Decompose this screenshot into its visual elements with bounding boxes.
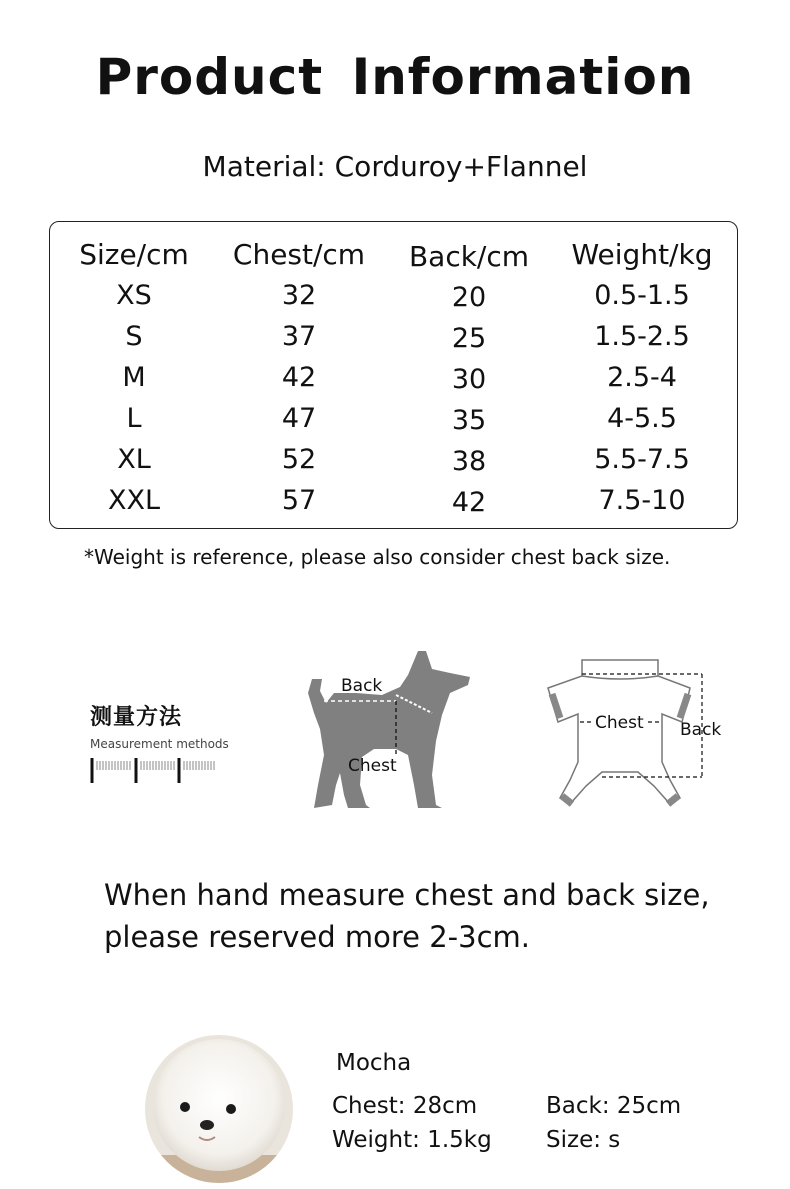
page-title: Product Information: [95, 48, 695, 106]
dog-measurement-diagram: [300, 645, 480, 815]
weight-cell: 2.5-4: [607, 362, 677, 393]
chest-cell: 47: [281, 403, 317, 434]
column-header-chest: Chest/cm: [232, 238, 366, 271]
pet-weight: Weight: 1.5kg: [332, 1127, 492, 1153]
pet-chest: Chest: 28cm: [332, 1093, 478, 1119]
size-table: [49, 221, 738, 529]
chest-cell: 37: [281, 321, 317, 352]
weight-cell: 5.5-7.5: [594, 444, 690, 475]
hand-note-line-1: When hand measure chest and back size,: [104, 878, 710, 912]
measurement-methods-label: [90, 700, 229, 751]
weight-column: [555, 234, 729, 521]
back-cell: 30: [451, 364, 487, 395]
size-cell: XXL: [107, 485, 161, 516]
dog-face-icon: [145, 1035, 293, 1183]
pet-name: Mocha: [336, 1050, 412, 1076]
back-cell: 38: [451, 446, 487, 477]
dog-chest-label: Chest: [348, 756, 397, 776]
chest-cell: 42: [281, 362, 317, 393]
size-cell: XL: [117, 444, 151, 475]
shirt-back-label: Back: [680, 720, 722, 740]
dog-silhouette-icon: [308, 651, 470, 808]
back-cell: 42: [451, 487, 487, 518]
ruler-icon: [90, 758, 220, 784]
back-cell: 25: [451, 323, 487, 354]
shirt-chest-label: Chest: [595, 713, 644, 733]
weight-cell: 7.5-10: [598, 485, 686, 516]
column-header-size: Size/cm: [79, 238, 189, 271]
size-cell: S: [125, 321, 143, 352]
pet-size: Size: s: [546, 1127, 621, 1153]
pet-back: Back: 25cm: [546, 1093, 682, 1119]
chest-column: [218, 234, 380, 521]
chest-cell: 57: [281, 485, 317, 516]
measurement-title-zh: 测量方法: [90, 705, 183, 730]
back-cell: 20: [451, 282, 487, 313]
weight-cell: 4-5.5: [607, 403, 677, 434]
size-cell: XS: [116, 280, 152, 311]
pet-avatar: [145, 1035, 293, 1183]
weight-note: *Weight is reference, please also consider chest back size.: [84, 545, 671, 569]
hand-note-line-2: please reserved more 2-3cm.: [104, 920, 530, 954]
clothing-measurement-diagram: [540, 652, 740, 812]
weight-cell: 0.5-1.5: [594, 280, 690, 311]
hand-measure-note: [104, 874, 710, 958]
chest-cell: 32: [281, 280, 317, 311]
column-header-weight: Weight/kg: [571, 238, 713, 271]
weight-cell: 1.5-2.5: [594, 321, 690, 352]
size-cell: M: [122, 362, 146, 393]
dog-back-label: Back: [341, 676, 383, 696]
back-cell: 35: [451, 405, 487, 436]
size-column: [55, 234, 213, 521]
size-cell: L: [126, 403, 142, 434]
back-column: [390, 236, 548, 523]
chest-cell: 52: [281, 444, 317, 475]
material-text: Material: Corduroy+Flannel: [202, 150, 588, 183]
column-header-back: Back/cm: [408, 240, 530, 273]
measurement-title-en: Measurement methods: [90, 737, 229, 751]
